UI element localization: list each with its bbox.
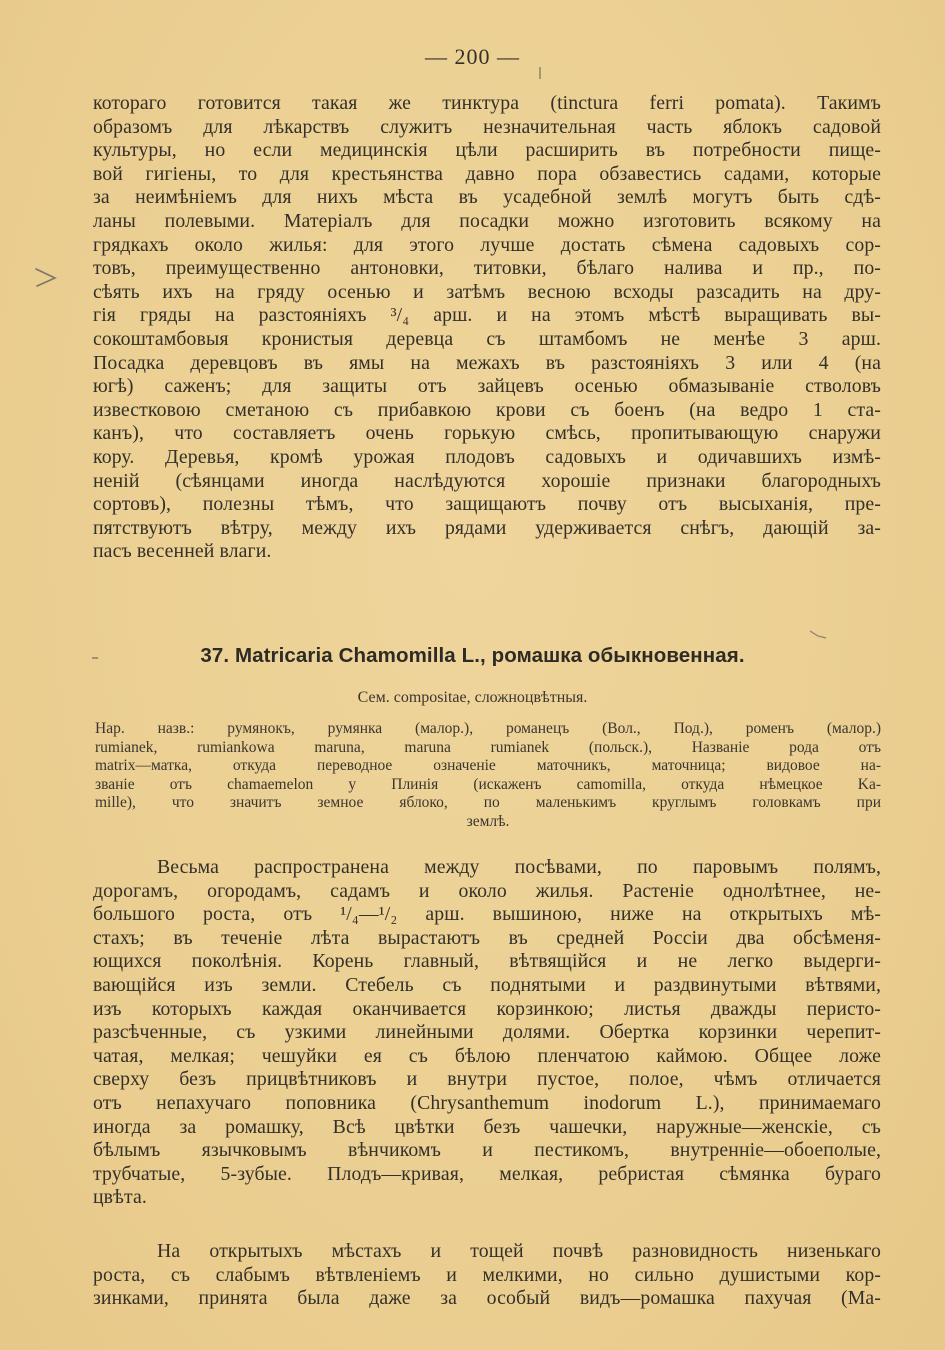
text-line: отъ непахучаго поповника (Chrysanthemum inodorum L.), принимаемаго: [93, 1091, 881, 1114]
paragraph-chamomile-description: [93, 856, 881, 1210]
text-line: вой гигіены, то для крестьянства давно пора обзавестись садами, которые: [93, 162, 881, 185]
text-line: сокоштамбовыя кронистыя деревца съ штамбомъ не менѣе 3 арш.: [93, 327, 881, 350]
text-line: стахъ; въ теченіе лѣта вырастаютъ въ средней Россіи два обсѣменя-: [93, 926, 881, 949]
text-line: неній (сѣянцами иногда наслѣдуются хорошіе признаки благородныхъ: [93, 469, 881, 492]
text-line: дорогамъ, огородамъ, садамъ и около жилья. Растеніе однолѣтнее, не-: [93, 879, 881, 902]
text-line: разсѣченные, съ узкими линейными долями. Обертка корзинки черепит-: [93, 1021, 881, 1044]
text-line: большого роста, отъ ¹/₄—¹/₂ арш. вышиною, ниже на открытыхъ мѣ-: [93, 903, 881, 926]
text-line: за неимѣніемъ для нихъ мѣста въ усадебной землѣ могутъ быть сдѣ-: [93, 186, 881, 209]
page-number: — 200 —: [425, 44, 520, 69]
margin-pencil-scratch: [808, 628, 828, 640]
text-line: известковою сметаною съ прибавкою крови съ боенъ (на ведро 1 ста-: [93, 398, 881, 421]
paragraph-chamomile-variety: [93, 1240, 881, 1311]
text-line: изъ которыхъ каждая оканчивается корзинкою; листья дважды перисто-: [93, 997, 881, 1020]
text-line: культуры, но если медицинскія цѣли расширить въ потребности пище-: [93, 139, 881, 162]
folk-names-block: [95, 720, 881, 832]
text-line: matrix—матка, откуда переводное означеніе маточникъ, маточница; видовое на-: [95, 757, 881, 775]
text-line: rumianek, rumiankowa maruna, maruna rumianek (польск.), Названіе рода отъ: [95, 738, 881, 756]
text-line: трубчатые, 5-зубые. Плодъ—кривая, мелкая, ребристая сѣмянка бураго: [93, 1162, 881, 1185]
margin-tick-mark: [538, 66, 542, 80]
paragraph-apple-cultivation: [93, 92, 881, 564]
text-line: иногда за ромашку, Всѣ цвѣтки безъ чашечки, наружные—женскіе, съ: [93, 1115, 881, 1138]
text-line: грядкахъ около жилья: для этого лучше достать сѣмена садовыхъ сор-: [93, 233, 881, 256]
text-line: сортовъ), полезны тѣмъ, что защищаютъ почву отъ высыханія, пре-: [93, 493, 881, 516]
text-line: вающійся изъ земли. Стебель съ поднятыми и раздвинутыми вѣтвями,: [93, 973, 881, 996]
text-line: чатая, мелкая; чешуйки ея съ бѣлою пленчатою каймою. Общее ложе: [93, 1044, 881, 1067]
text-line: ланы полевыми. Матеріалъ для посадки можно изготовить всякому на: [93, 209, 881, 232]
text-line: mille), что значитъ земное яблоко, по маленькимъ круглымъ головкамъ при: [95, 794, 881, 812]
plant-family: Сем. compositae, сложноцвѣтныя.: [357, 689, 588, 706]
text-line: сѣять ихъ на гряду осенью и затѣмъ весною всходы разсадить на дру-: [93, 280, 881, 303]
text-line: пасъ весенней влаги.: [93, 540, 272, 563]
text-line: сверху безъ прицвѣтниковъ и внутри пустое, полое, чѣмъ отличается: [93, 1068, 881, 1091]
section-heading: 37. Matricaria Chamomilla L., ромашка обыкновенная.: [200, 644, 745, 667]
text-line: зинками, принята была даже за особый видъ—ромашка пахучая (Ма-: [93, 1287, 881, 1310]
text-line: кору. Деревья, кромѣ урожая плодовъ садовыхъ и одичавшихъ измѣ-: [93, 445, 881, 468]
text-line: пятствуютъ вѣтру, между ихъ рядами удерживается снѣгъ, дающій за-: [93, 516, 881, 539]
text-line: гія гряды на разстояніяхъ ³/₄ арш. и на этомъ мѣстѣ выращивать вы-: [93, 304, 881, 327]
text-line: Посадка деревцовъ въ ямы на межахъ въ разстояніяхъ 3 или 4 (на: [93, 351, 881, 374]
text-line: цвѣта.: [93, 1186, 147, 1209]
text-line: званіе отъ chamaemelon у Плинія (искаженъ camomilla, откуда нѣмецкое Ka-: [95, 775, 881, 793]
text-line: югѣ) саженъ; для защиты отъ зайцевъ осенью обмазываніе стволовъ: [93, 375, 881, 398]
text-line: роста, съ слабымъ вѣтвленіемъ и мелкими, но сильно душистыми кор-: [93, 1263, 881, 1286]
text-line: товъ, преимущественно антоновки, титовки, бѣлаго налива и пр., по-: [93, 257, 881, 280]
text-line: образомъ для лѣкарствъ служитъ незначительная часть яблокъ садовой: [93, 115, 881, 138]
text-line: землѣ.: [466, 812, 510, 830]
text-line: бѣлымъ язычковымъ вѣнчикомъ и пестикомъ, внутренніе—обоеполые,: [93, 1139, 881, 1162]
text-line: Нар. назв.: румянокъ, румянка (малор.), романецъ (Вол., Под.), роменъ (малор.): [95, 720, 881, 737]
text-line: котораго готовится такая же тинктура (tinctura ferri pomata). Такимъ: [93, 92, 881, 114]
text-line: Весьма распространена между посѣвами, по паровымъ полямъ,: [157, 856, 881, 878]
text-line: канъ), что составляетъ очень горькую смѣсь, пропитывающую снаружи: [93, 422, 881, 445]
text-line: ющихся поколѣнія. Корень главный, вѣтвящійся и не легко выдерги-: [93, 950, 881, 973]
text-line: На открытыхъ мѣстахъ и тощей почвѣ разновидность низенькаго: [157, 1240, 881, 1262]
margin-pencil-mark: [33, 266, 59, 288]
